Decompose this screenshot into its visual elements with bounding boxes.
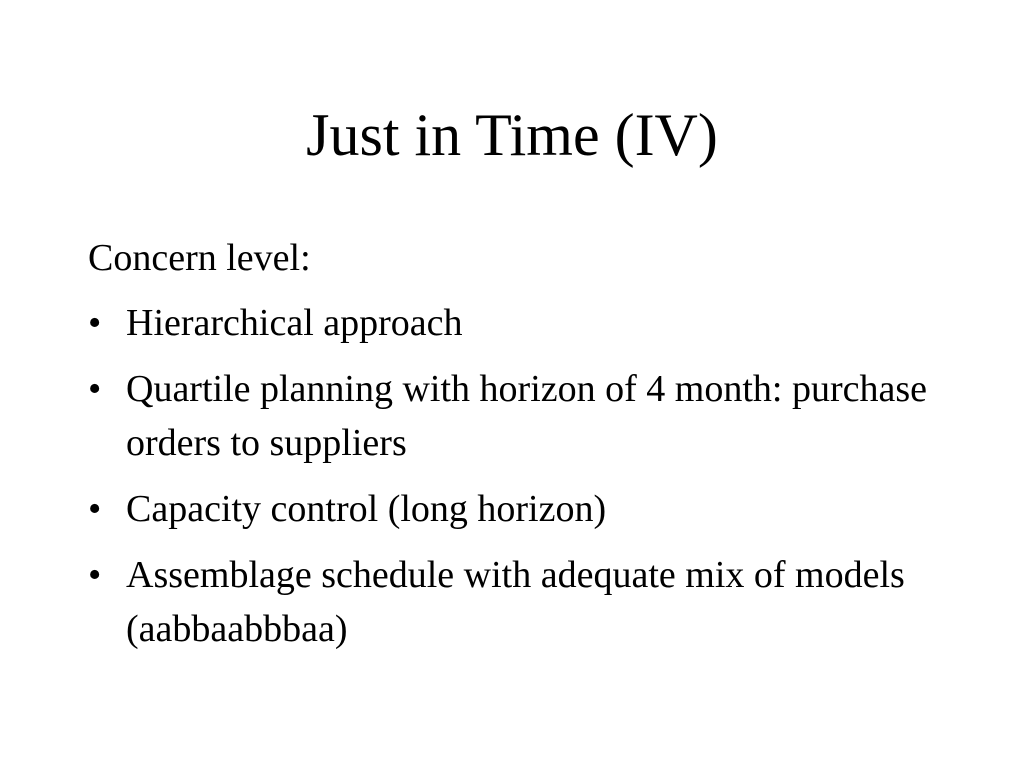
bullet-item xyxy=(88,296,968,350)
bullet-item xyxy=(88,548,968,656)
bullet-text: Assemblage schedule with adequate mix of models (aabbaabbbaa) xyxy=(126,554,905,650)
slide-title: Just in Time (IV) xyxy=(306,102,718,168)
bullet-item xyxy=(88,482,968,536)
bullet-item xyxy=(88,362,968,470)
bullet-icon: • xyxy=(88,368,102,410)
bullet-text: Quartile planning with horizon of 4 month: purchase orders to suppliers xyxy=(126,368,927,464)
bullet-list xyxy=(88,296,968,668)
bullet-text: Capacity control (long horizon) xyxy=(126,488,607,530)
bullet-text: Hierarchical approach xyxy=(126,302,463,344)
bullet-icon: • xyxy=(88,554,102,596)
bullet-icon: • xyxy=(88,488,102,530)
intro-text: Concern level: xyxy=(88,237,311,279)
bullet-icon: • xyxy=(88,302,102,344)
